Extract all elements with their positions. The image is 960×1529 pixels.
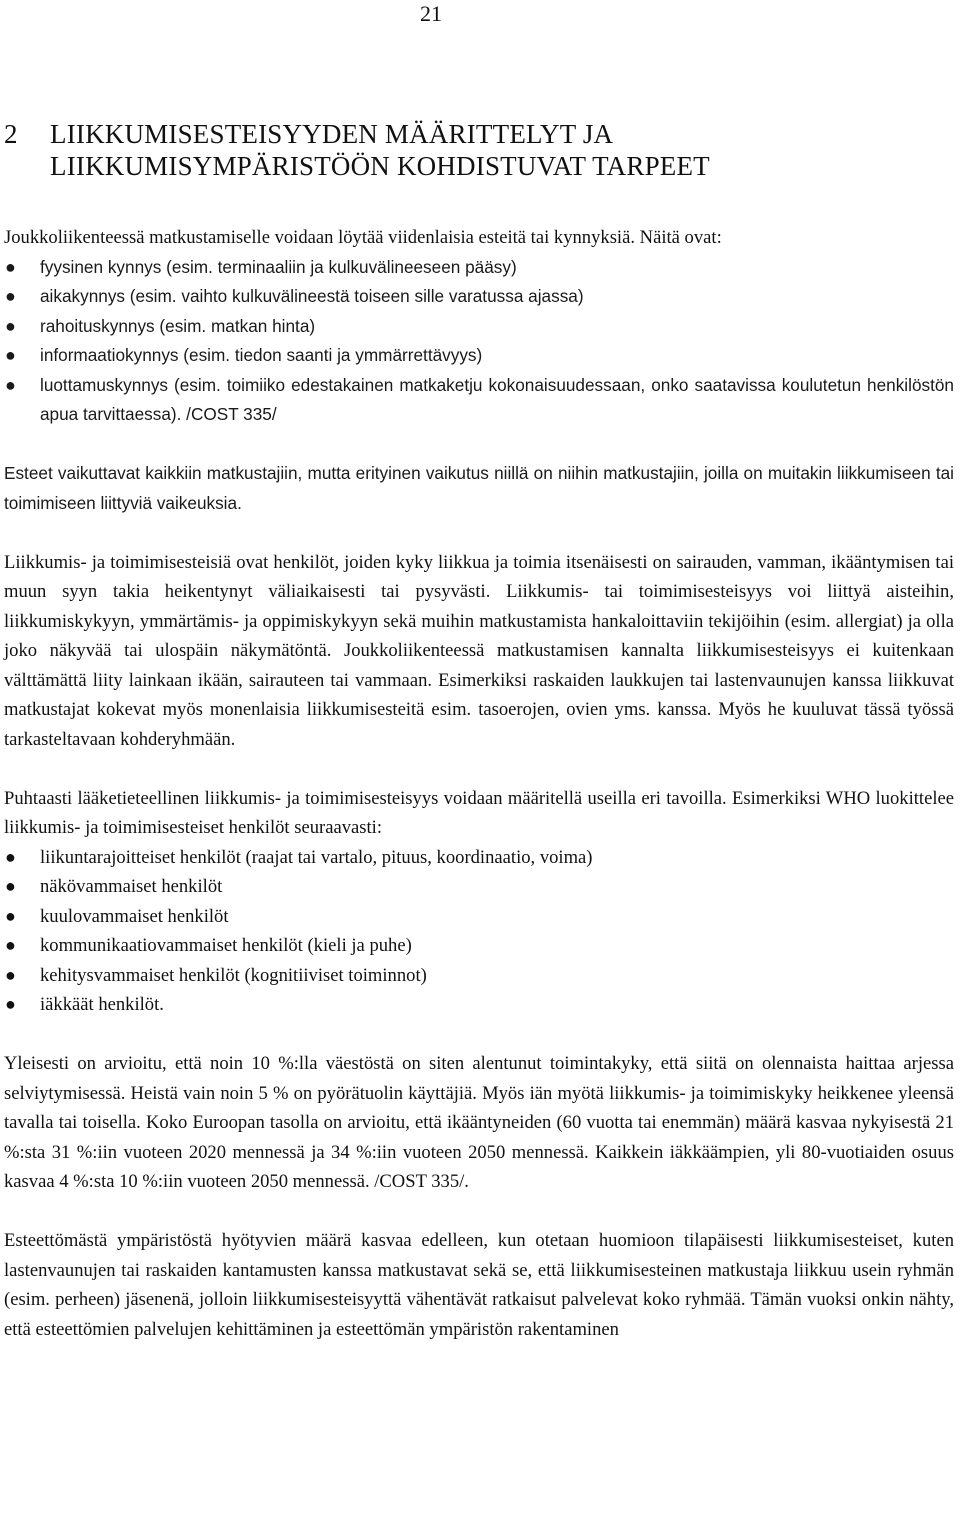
list-item-text: luottamuskynnys (esim. toimiiko edestakainen matkaketju kokonaisuudessaan, onko saatavissa koulutetun henkilöstön apua tarvittaessa). /COST 335/ <box>40 374 954 424</box>
bullet-icon: ● <box>5 374 16 395</box>
list-item-text: kehitysvammaiset henkilöt (kognitiiviset toiminnot) <box>40 964 427 986</box>
bullet-icon: ● <box>5 935 16 955</box>
bullet-icon: ● <box>5 256 16 277</box>
bullet-icon: ● <box>5 315 16 336</box>
bullet-icon: ● <box>5 286 16 306</box>
who-category-list <box>4 843 954 1020</box>
bullet-icon: ● <box>5 964 16 985</box>
list-item <box>4 371 954 430</box>
intro-paragraph: Joukkoliikenteessä matkustamiselle voidaan löytää viidenlaisia esteitä tai kynnyksiä. Näitä ovat: <box>4 227 722 248</box>
list-item-text: liikuntarajoitteiset henkilöt (raajat tai vartalo, pituus, koordinaatio, voima) <box>40 846 593 868</box>
list-item <box>4 253 954 283</box>
list-item-text: informaatiokynnys (esim. tiedon saanti ja ymmärrettävyys) <box>40 345 483 365</box>
paragraph-who-intro: Puhtaasti lääketieteellinen liikkumis- ja toimimisesteisyys voidaan määritellä useilla eri tavoilla. Esimerkiksi WHO luokittelee liikkumis- ja toimimisesteiset henkilöt seuraavasti: <box>4 787 954 838</box>
list-item <box>4 341 954 371</box>
list-item-text: näkövammaiset henkilöt <box>40 876 223 897</box>
list-item <box>4 282 954 312</box>
body-text <box>4 223 954 1344</box>
list-item <box>4 902 954 932</box>
list-item <box>4 843 954 873</box>
bullet-icon: ● <box>5 994 16 1014</box>
list-item <box>4 312 954 342</box>
list-item-text: iäkkäät henkilöt. <box>40 994 164 1015</box>
list-item-text: kommunikaatiovammaiset henkilöt (kieli ja puhe) <box>40 935 412 956</box>
paragraph-obstacles: Esteet vaikuttavat kaikkiin matkustajiin, mutta erityinen vaikutus niillä on niihin matkustajiin, joilla on muitakin liikkumiseen tai toimimiseen liittyviä vaikeuksia. <box>4 463 954 513</box>
list-item <box>4 961 954 991</box>
bullet-icon: ● <box>5 905 16 926</box>
paragraph-beneficiaries: Esteettömästä ympäristöstä hyötyvien määrä kasvaa edelleen, kun otetaan huomioon tilapäisesti liikkumisesteiset, kuten lastenvaunujen tai raskaiden kantamusten kanssa matkustavat sekä se, että liikkumisesteinen matkustaja liikkuu usein ryhmän (esim. perheen) jäsenenä, jolloin liikkumisesteisyyttä vähentävät ratkaisut palvelevat koko ryhmää. Tämän vuoksi onkin nähty, että esteettömien palvelujen kehittäminen ja esteettömän ympäristön rakentaminen <box>4 1230 954 1340</box>
bullet-icon: ● <box>5 846 16 867</box>
paragraph-definition: Liikkumis- ja toimimisesteisiä ovat henkilöt, joiden kyky liikkua ja toimia itsenäisesti on sairauden, vamman, ikääntymisen tai muun syyn takia heikentynyt väliaikaisesti tai pysyvästi. Liikkumis- tai toimimisesteisyys voi liittyä aisteihin, liikkumiskykyyn, ymmärtämis- ja oppimiskykyyn sekä muihin matkustamista hankaloittaviin tekijöihin (esim. allergiat) ja olla joko näkyvää tai ulospäin näkymätöntä. Joukkoliikenteessä matkustamisen kannalta liikkumisesteisyys ei kuitenkaan välttämättä liity lainkaan ikään, sairauteen tai vammaan. Esimerkiksi raskaiden laukkujen tai lastenvaunujen kanssa liikkuvat matkustajat kokevat myös monenlaisia liikkumisesteitä esim. tasoerojen, ovien yms. kanssa. Myös he kuuluvat tässä työssä tarkasteltavaan kohderyhmään. <box>4 551 954 750</box>
list-item-text: aikakynnys (esim. vaihto kulkuvälineestä toiseen sille varatussa ajassa) <box>40 286 584 306</box>
list-item <box>4 931 954 961</box>
chapter-number: 2 <box>4 119 18 149</box>
list-item <box>4 872 954 902</box>
list-item-text: rahoituskynnys (esim. matkan hinta) <box>40 315 316 336</box>
list-item-text: fyysinen kynnys (esim. terminaaliin ja kulkuvälineeseen pääsy) <box>40 256 517 277</box>
bullet-icon: ● <box>5 876 16 896</box>
page-number: 21 <box>420 1 442 26</box>
list-item-text: kuulovammaiset henkilöt <box>40 905 229 927</box>
chapter-heading <box>4 118 944 182</box>
paragraph-statistics: Yleisesti on arvioitu, että noin 10 %:lla väestöstä on siten alentunut toimintakyky, että siitä on olennaista haittaa arjessa selviytymisessä. Heistä vain noin 5 % on pyörätuolin käyttäjiä. Myös iän myötä liikkumis- ja toimimiskyky heikkenee yleensä tavalla tai toisella. Koko Euroopan tasolla on arvioitu, että ikääntyneiden (60 vuotta tai enemmän) määrä kasvaa nykyisestä 21 %:sta 31 %:iin vuoteen 2020 mennessä ja 34 %:iin vuoteen 2050 mennessä. Kaikkein iäkkäämpien, yli 80-vuotiaiden osuus kasvaa 4 %:sta 10 %:iin vuoteen 2050 mennessä. /COST 335/. <box>4 1053 954 1192</box>
chapter-title-line-1: LIIKKUMISESTEISYYDEN MÄÄRITTELYT JA <box>50 119 614 149</box>
chapter-title-line-2: LIIKKUMISYMPÄRISTÖÖN KOHDISTUVAT TARPEET <box>50 151 710 181</box>
barrier-list <box>4 253 954 430</box>
bullet-icon: ● <box>5 345 16 365</box>
list-item <box>4 990 954 1020</box>
